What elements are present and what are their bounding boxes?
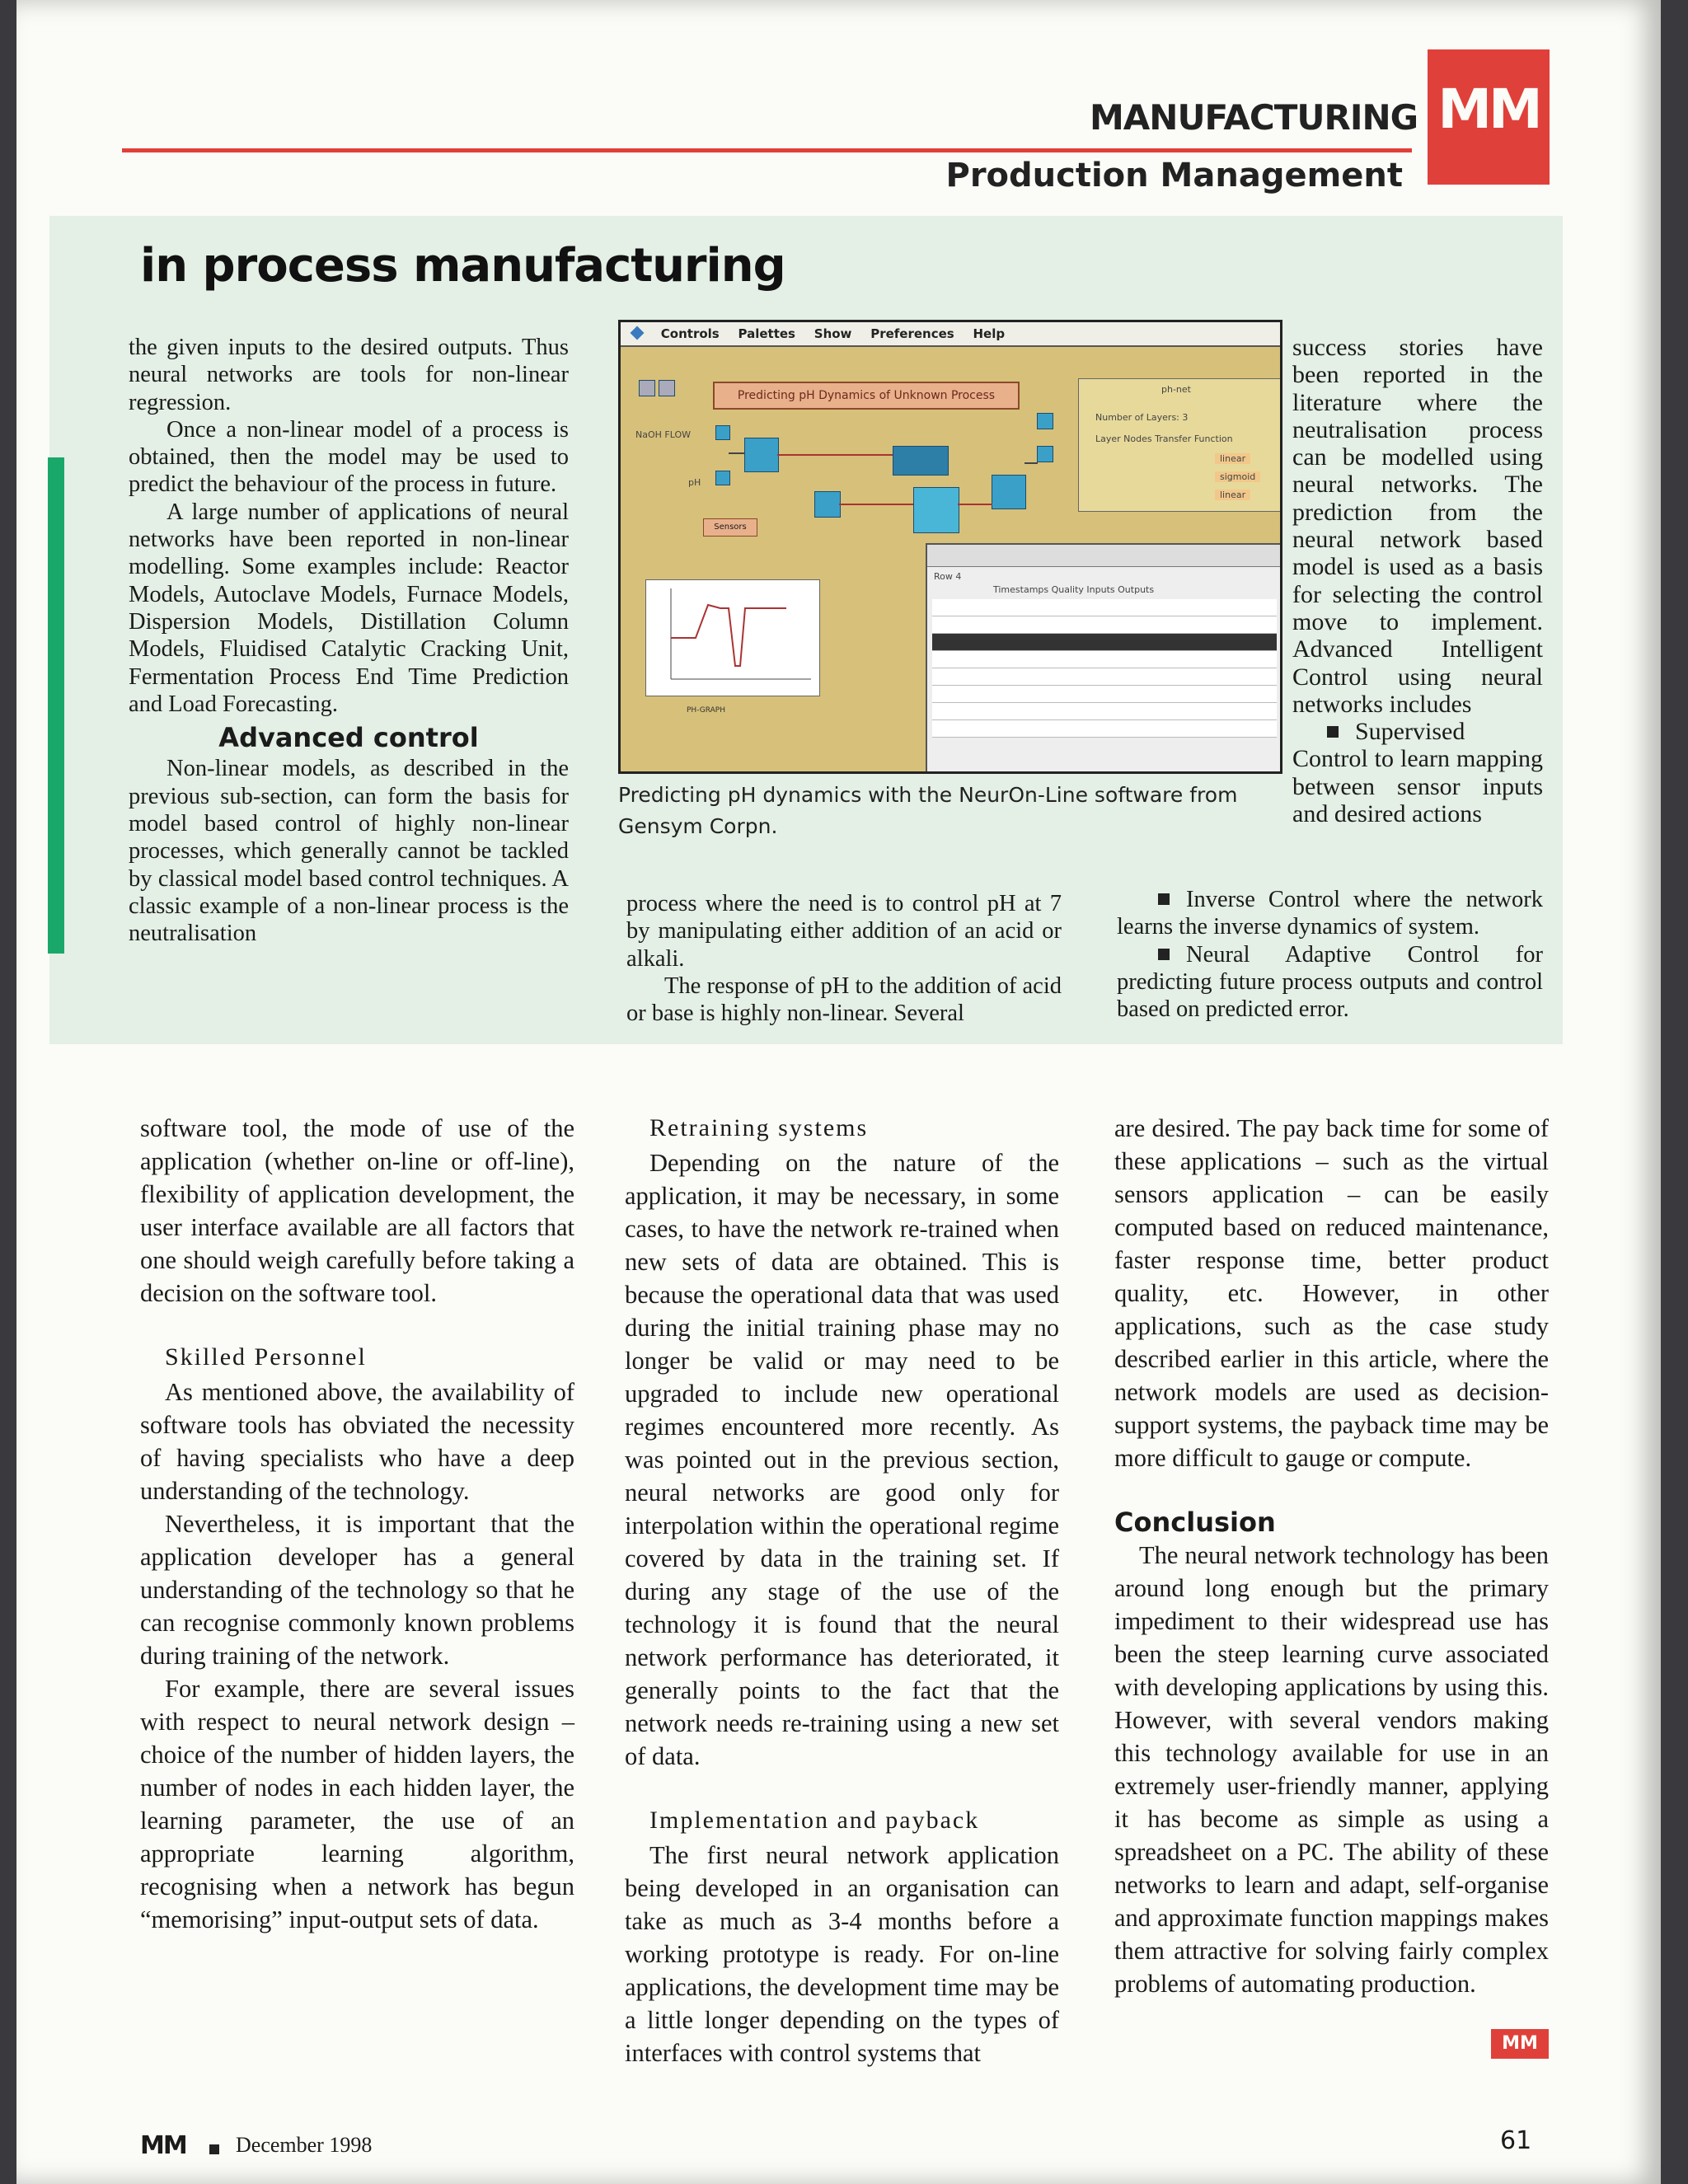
ph-graph-plot: [646, 580, 819, 696]
footer-logo: MM: [140, 2131, 186, 2160]
flow-block: [715, 425, 730, 440]
table-row: [932, 703, 1277, 720]
paragraph: process where the need is to control pH at 7 by manipulating either addition of an acid or alkali.: [626, 891, 1062, 972]
connector: [958, 504, 992, 505]
menu-item: Palettes: [738, 326, 795, 341]
diagram-title: Predicting pH Dynamics of Unknown Process: [713, 382, 1020, 410]
section-label: MANUFACTURING: [1090, 97, 1418, 138]
menu-item: Controls: [660, 326, 720, 341]
bullet-item: [1117, 941, 1543, 1024]
magazine-page: [16, 0, 1661, 2184]
screenshot-menubar: [621, 322, 1280, 347]
paragraph: A large number of applications of neural networks have been reported in non-linear modelling. Some examples include: Reactor Models, Autoclave Models, Furnace Models, Dispersion Models, Distillation Column Models, Fluidised Catalytic Cracking Unit, Fermentation Process End Time Prediction and Load Forecasting.: [129, 499, 569, 717]
menu-item: Show: [814, 326, 852, 341]
mm-logo: [1428, 49, 1550, 185]
ph-block: [715, 471, 730, 485]
subheading: Implementation and payback: [649, 1807, 980, 1834]
data-store-block: [893, 446, 949, 476]
ph-label: pH: [688, 477, 701, 488]
toolbar-icon: [659, 380, 675, 396]
section-heading: Conclusion: [1114, 1507, 1276, 1538]
table-row: [932, 668, 1277, 686]
paragraph: The first neural network application being developed in an organisation can take as much as 3-4 months before a working prototype is ready. For on-line applications, the development time may be a little longer depending on the types of interfaces with control systems that: [625, 1841, 1059, 2067]
connector: [1025, 462, 1038, 464]
paragraph: Non-linear models, as described in the previous sub-section, can form the basis for model based control of highly non-linear processes, which generally cannot be tackled by classical model based control techniques. A classic example of a non-linear process is the neutralisation: [129, 756, 569, 947]
bullet-icon: [1327, 726, 1339, 738]
page-number: 61: [1500, 2126, 1532, 2155]
toolbar-icon: [639, 380, 655, 396]
subsection-label: Production Management: [945, 157, 1403, 194]
paragraph: For example, there are several issues with respect to neural network design – choice of the number of hidden layers, the number of nodes in each hidden layer, the learning parameter, the use of an appropriate learning algorithm, recognising when a network has begun “memorising” input-output sets of data.: [140, 1675, 574, 1933]
software-screenshot-figure: [618, 320, 1282, 774]
small-block: [1037, 413, 1053, 429]
table-toolbar: [927, 545, 1282, 567]
header-rule: [122, 148, 1412, 152]
paragraph: The response of pH to the addition of acid or base is highly non-linear. Several: [626, 972, 1062, 1027]
figure-caption: Predicting pH dynamics with the NeurOn-Line software from Gensym Corpn.: [618, 783, 1238, 838]
bullet-text: Inverse Control where the network learns the inverse dynamics of system.: [1117, 887, 1543, 940]
table-rows: [932, 599, 1277, 738]
sensors-button: Sensors: [703, 518, 757, 537]
spacer: [1114, 1474, 1549, 1506]
end-mark: MM: [1491, 2029, 1549, 2059]
transfer-function: linear: [1215, 453, 1250, 464]
footer-date: December 1998: [236, 2133, 373, 2157]
menu-item: Help: [973, 326, 1006, 341]
spacer: [625, 1773, 1059, 1804]
bullet-item: [1292, 718, 1543, 827]
bullet-text: Neural Adaptive Control for predicting future process outputs and control based on predicted error.: [1117, 941, 1543, 1023]
mm-logo-text: MM: [1437, 77, 1540, 141]
table-row: [932, 634, 1277, 651]
paragraph: The neural network technology has been around long enough but the primary impediment to their widespread use has been the steep learning curve associated with developing applications by using this. However, with several vendors making this technology available for use in an extremely user-friendly manner, applying it has become as simple as using a spreadsheet on a PC. The ability of these networks to learn and adapt, self-organise and approximate function mappings makes them attractive for solving fairly complex problems of automating production.: [1114, 1541, 1549, 1998]
transfer-function: linear: [1215, 490, 1250, 500]
green-margin-strip: [48, 457, 64, 954]
upper-column-2: [626, 890, 1062, 1027]
table-headers: Timestamps Quality Inputs Outputs: [993, 584, 1155, 595]
filter-block: [814, 491, 841, 518]
upper-column-3-bullets: [1117, 886, 1543, 1023]
panel-layers: Number of Layers: 3: [1095, 412, 1189, 423]
upper-column-3: [1292, 334, 1543, 827]
table-row: [932, 599, 1277, 616]
table-row-label: Row 4: [934, 571, 962, 582]
connector: [839, 504, 913, 505]
bullet-text: Supervised Control to learn mapping between sensor inputs and desired actions: [1292, 718, 1543, 828]
data-table-window: [926, 543, 1282, 774]
paragraph: success stories have been reported in the literature where the neutralisation process can be modelled using neural networks. The prediction from the neural network based model is used as a basis for selecting the control move to implement. Advanced Intelligent Control using neural networks includes: [1292, 334, 1543, 718]
table-row: [932, 720, 1277, 738]
network-config-panel: [1078, 378, 1282, 512]
subheading: Retraining systems: [649, 1114, 869, 1141]
lower-column-3: [1114, 1112, 1549, 2000]
ph-graph: [645, 579, 820, 696]
connector: [777, 454, 893, 456]
spacer: [140, 1310, 574, 1341]
footer-bullet: [209, 2144, 219, 2154]
lower-column-2: [625, 1112, 1059, 2069]
table-row: [932, 686, 1277, 703]
panel-title: ph-net: [1161, 384, 1191, 395]
paragraph: Once a non-linear model of a process is obtained, then the model may be used to predict the behaviour of the process in future.: [129, 416, 569, 498]
lower-column-1: [140, 1112, 574, 1936]
paragraph: the given inputs to the desired outputs. Thus neural networks are tools for non-linear regression.: [129, 335, 569, 415]
app-icon: [631, 326, 645, 340]
section-heading: Advanced control: [218, 722, 479, 754]
graph-caption: PH-GRAPH: [687, 706, 725, 715]
paragraph: Depending on the nature of the application, it may be necessary, in some cases, to have the network re-trained when new sets of data are obtained. This is because the operational data that was used during the initial training phase may no longer be valid or may need to be upgraded to include new operational regimes encountered more recently. As was pointed out in the previous section, neural networks are good only for interpolation within the operational regime covered by data in the training set. If during any stage of the use of the technology it is found that the neural network performance has deteriorated, it generally points to the fact that the network needs re-training using a new set of data.: [625, 1149, 1059, 1770]
upper-column-1: [129, 334, 569, 948]
bullet-icon: [1158, 949, 1170, 960]
menu-item: Preferences: [870, 326, 954, 341]
paragraph: As mentioned above, the availability of software tools has obviated the necessity of having specialists who have a deep understanding of the technology.: [140, 1378, 574, 1505]
small-block: [1037, 446, 1053, 462]
output-block: [992, 475, 1026, 509]
paragraph: software tool, the mode of use of the application (whether on-line or off-line), flexibility of application development, the user interface available are all factors that one should weigh carefully before taking a decision on the software tool.: [140, 1114, 574, 1307]
naoh-flow-label: NaOH FLOW: [635, 429, 691, 440]
table-row: [932, 651, 1277, 668]
article-title: in process manufacturing: [140, 239, 785, 293]
bullet-item: [1117, 886, 1543, 941]
transfer-function: sigmoid: [1215, 471, 1260, 482]
paragraph: Nevertheless, it is important that the application developer has a general understanding of the technology so that he can recognise commonly known problems during training of the network.: [140, 1510, 574, 1670]
panel-headers: Layer Nodes Transfer Function: [1095, 434, 1233, 444]
connector: [729, 452, 745, 454]
subheading: Skilled Personnel: [165, 1343, 367, 1371]
paragraph: are desired. The pay back time for some of these applications – such as the virtual sensors application – can be easily computed based on reduced maintenance, faster response time, better product quality, etc. However, in other applications, such as the case study described earlier in this article, where the network models are used as decision-support systems, the payback time may be more difficult to gauge or compute.: [1114, 1114, 1549, 1472]
neural-net-block: [913, 487, 959, 533]
process-block: [744, 438, 779, 472]
table-row: [932, 616, 1277, 634]
bullet-icon: [1158, 893, 1170, 905]
